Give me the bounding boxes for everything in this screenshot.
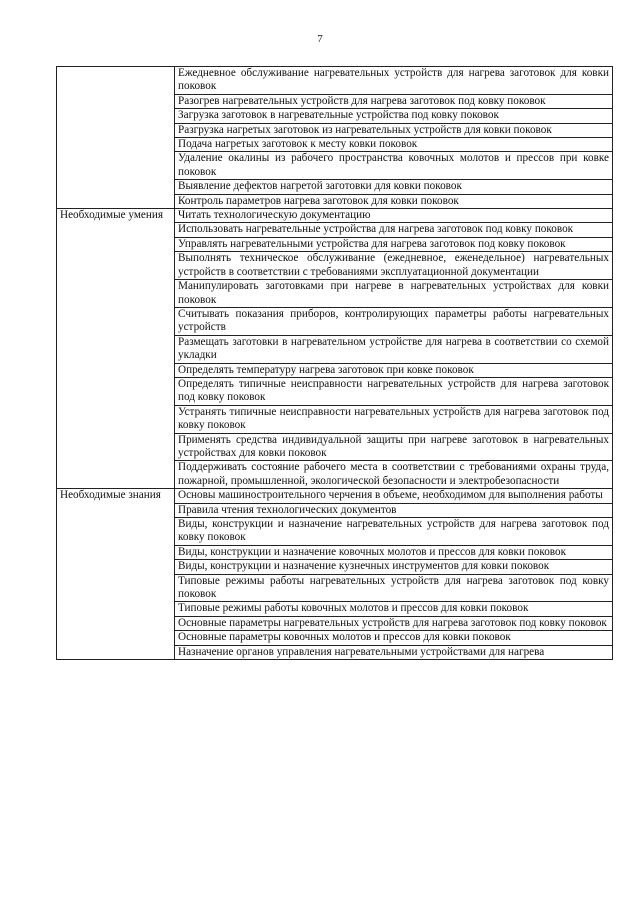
section-item: Подача нагретых заготовок к месту ковки поковок — [175, 138, 613, 152]
page-number: 7 — [317, 33, 323, 45]
section-item: Определять температуру нагрева заготовок при ковке поковок — [175, 363, 613, 377]
table-row — [57, 67, 613, 95]
section-item: Загрузка заготовок в нагревательные устройства под ковку поковок — [175, 109, 613, 123]
section-item: Ежедневное обслуживание нагревательных устройств для нагрева заготовок для ковки поковок — [175, 67, 613, 95]
section-item: Основные параметры нагревательных устройств для нагрева заготовок под ковку поковок — [175, 616, 613, 630]
section-item: Устранять типичные неисправности нагревательных устройств для нагрева заготовок под ковку поковок — [175, 405, 613, 433]
section-item: Виды, конструкции и назначение кузнечных инструментов для ковки поковок — [175, 560, 613, 574]
section-item: Использовать нагревательные устройства для нагрева заготовок под ковку поковок — [175, 223, 613, 237]
section-item: Основы машиностроительного черчения в объеме, необходимом для выполнения работы — [175, 489, 613, 503]
section-item: Управлять нагревательными устройства для нагрева заготовок под ковку поковок — [175, 237, 613, 251]
section-item: Правила чтения технологических документов — [175, 503, 613, 517]
requirements-table-body — [57, 67, 613, 660]
section-item: Применять средства индивидуальной защиты при нагреве заготовок в нагревательных устройствах для ковки поковок — [175, 433, 613, 461]
section-item: Манипулировать заготовками при нагреве в нагревательных устройствах для ковки поковок — [175, 280, 613, 308]
section-item: Определять типичные неисправности нагревательных устройств для нагрева заготовок под ковку поковок — [175, 377, 613, 405]
section-item: Читать технологическую документацию — [175, 209, 613, 223]
section-item: Разогрев нагревательных устройств для нагрева заготовок под ковку поковок — [175, 94, 613, 108]
section-item: Разгрузка нагретых заготовок из нагревательных устройств для ковки поковок — [175, 123, 613, 137]
table-row — [57, 209, 613, 223]
requirements-table — [56, 66, 613, 660]
section-category: Необходимые знания — [57, 489, 175, 660]
section-item: Выявление дефектов нагретой заготовки для ковки поковок — [175, 180, 613, 194]
section-item: Удаление окалины из рабочего пространства ковочных молотов и прессов при ковке поковок — [175, 152, 613, 180]
section-item: Поддерживать состояние рабочего места в соответствии с требованиями охраны труда, пожарной, промышленной, экологической безопасности и электробезопасности — [175, 461, 613, 489]
table-row — [57, 489, 613, 503]
section-item: Считывать показания приборов, контролирующих параметры работы нагревательных устройств — [175, 307, 613, 335]
section-category: Необходимые умения — [57, 209, 175, 489]
section-item: Назначение органов управления нагревательными устройствами для нагрева — [175, 645, 613, 659]
section-item: Выполнять техническое обслуживание (ежедневное, еженедельное) нагревательных устройств в соответствии с требованиями эксплуатационной документации — [175, 252, 613, 280]
section-item: Виды, конструкции и назначение ковочных молотов и прессов для ковки поковок — [175, 545, 613, 559]
section-category — [57, 67, 175, 209]
section-item: Размещать заготовки в нагревательном устройстве для нагрева в соответствии со схемой укладки — [175, 335, 613, 363]
section-item: Типовые режимы работы ковочных молотов и прессов для ковки поковок — [175, 602, 613, 616]
section-item: Типовые режимы работы нагревательных устройств для нагрева заготовок под ковку поковок — [175, 574, 613, 602]
section-item: Контроль параметров нагрева заготовок для ковки поковок — [175, 194, 613, 208]
section-item: Виды, конструкции и назначение нагревательных устройств для нагрева заготовок под ковку поковок — [175, 518, 613, 546]
section-item: Основные параметры ковочных молотов и прессов для ковки поковок — [175, 631, 613, 645]
